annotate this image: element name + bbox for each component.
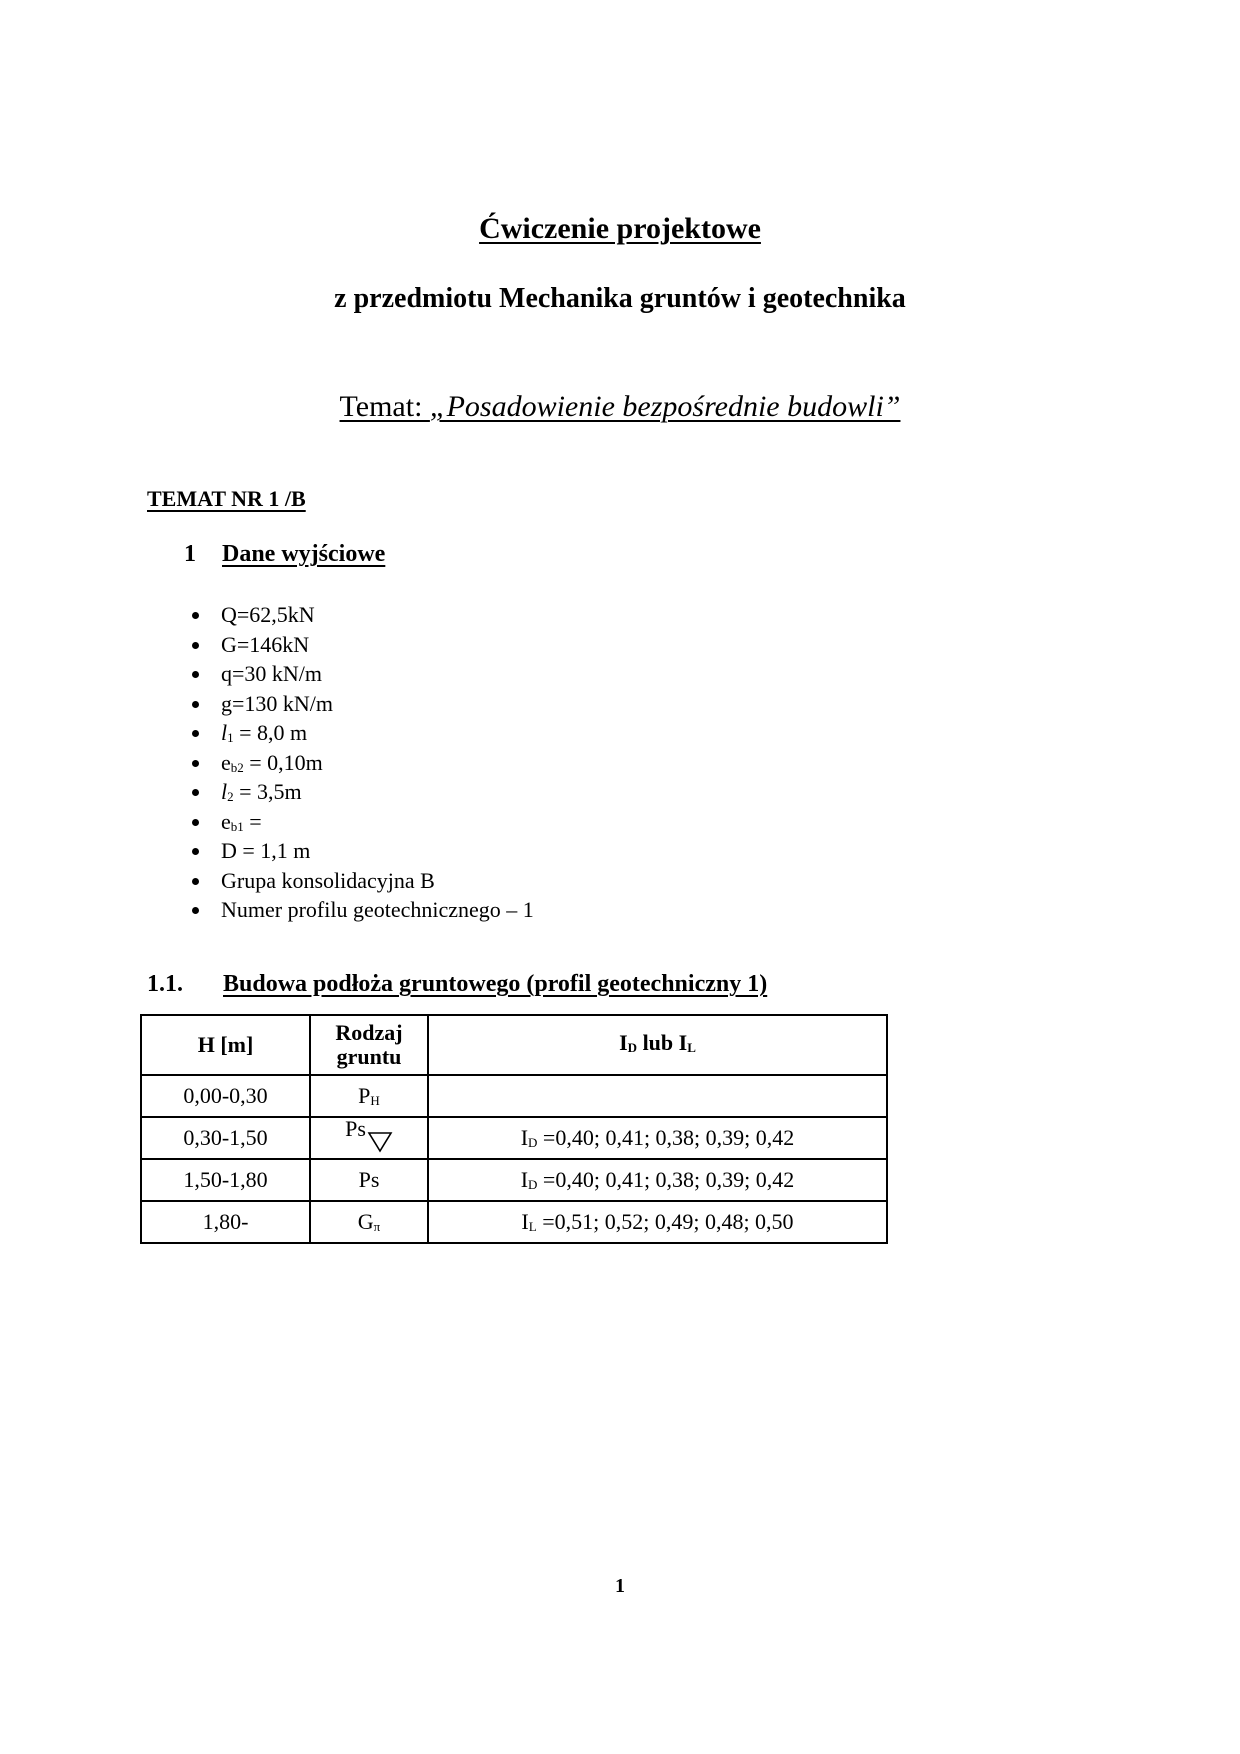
subscript: b2 <box>230 759 244 775</box>
cell-depth: 0,30-1,50 <box>141 1117 310 1159</box>
section-title: Budowa podłoża gruntowego (profil geotechniczny 1) <box>223 971 768 997</box>
symbol: e <box>221 749 231 775</box>
cell-depth: 1,80- <box>141 1201 310 1243</box>
water-table-icon <box>367 1131 393 1153</box>
list-item: Grupa konsolidacyjna B <box>192 866 534 896</box>
value: = 3,5m <box>233 779 302 804</box>
symbol: l <box>221 779 228 804</box>
value: = 0,10m <box>243 749 323 775</box>
list-item: D = 1,1 m <box>192 836 534 866</box>
header-depth: H [m] <box>141 1015 310 1075</box>
table-row <box>141 1201 887 1243</box>
table-row <box>141 1159 887 1201</box>
value: = <box>243 808 262 834</box>
table-row <box>141 1075 887 1117</box>
cell-index-values <box>428 1075 887 1117</box>
symbol: e <box>221 808 231 834</box>
cell-index-values: $I_L =0,51$; 0,52; 0,49; 0,48; 0,50 <box>428 1201 887 1243</box>
cell-depth: 0,00-0,30 <box>141 1075 310 1117</box>
symbol: l <box>221 720 228 745</box>
list-item <box>192 807 534 837</box>
section-heading-1-1 <box>147 971 768 998</box>
page-number: 1 <box>615 1575 625 1597</box>
section-heading-1 <box>184 541 386 568</box>
list-item: G=146kN <box>192 630 534 660</box>
topic-number: TEMAT NR 1 /B <box>147 486 306 511</box>
header-index: $I_D$ lub $I_L$ <box>428 1015 887 1075</box>
topic-title: „Posadowienie bezpośrednie budowli” <box>429 390 901 423</box>
section-number: 1 <box>184 541 196 567</box>
header-soil-type: Rodzaj gruntu <box>310 1015 428 1075</box>
section-number: 1.1. <box>147 971 183 997</box>
list-item: Q=62,5kN <box>192 600 534 630</box>
topic-prefix: Temat: <box>339 390 430 423</box>
list-item <box>192 748 534 778</box>
cell-depth: 1,50-1,80 <box>141 1159 310 1201</box>
list-item: g=130 kN/m <box>192 689 534 719</box>
soil-profile-table <box>140 1014 888 1244</box>
topic-line <box>0 390 1240 424</box>
subscript: b1 <box>230 818 244 834</box>
cell-index-values: $I_D =0,40$; 0,41; 0,38; 0,39; 0,42 <box>428 1159 887 1201</box>
list-item: Numer profilu geotechnicznego – 1 <box>192 895 534 925</box>
list-item <box>192 777 534 807</box>
table-header-row <box>141 1015 887 1075</box>
input-data-list <box>192 600 534 925</box>
cell-soil-type: Ps <box>310 1159 428 1201</box>
subscript: 2 <box>227 789 234 804</box>
cell-soil-type: $G_\pi$ <box>310 1201 428 1243</box>
cell-soil-type: Ps <box>310 1117 428 1159</box>
section-title: Dane wyjściowe <box>222 541 386 567</box>
cell-soil-type: $P_H$ <box>310 1075 428 1117</box>
document-subtitle: z przedmiotu Mechanika gruntów i geotechnika <box>334 283 906 314</box>
document-title: Ćwiczenie projektowe <box>479 212 761 245</box>
table-row <box>141 1117 887 1159</box>
list-item <box>192 718 534 748</box>
subscript: 1 <box>227 730 234 745</box>
cell-index-values: $I_D =0,40$; 0,41; 0,38; 0,39; 0,42 <box>428 1117 887 1159</box>
value: = 8,0 m <box>233 720 308 745</box>
list-item: q=30 kN/m <box>192 659 534 689</box>
